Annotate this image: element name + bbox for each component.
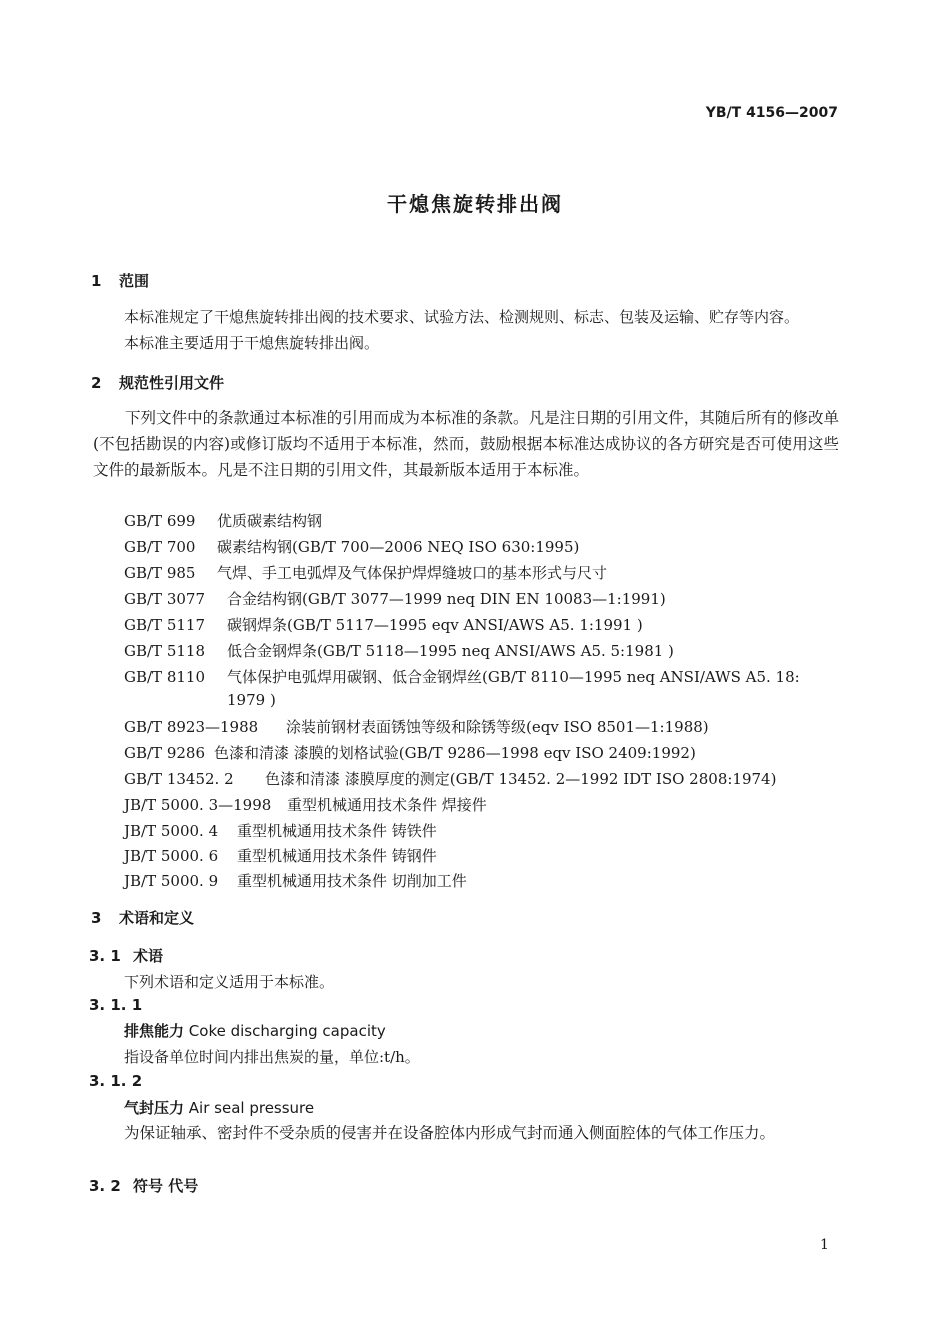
reference-code: GB/T 8110 <box>124 668 206 686</box>
reference-item <box>124 614 643 635</box>
section-number: 3 <box>91 909 102 927</box>
normative-references-paragraph: 下列文件中的条款通过本标准的引用而成为本标准的条款。凡是注日期的引用文件，其随后所有的修改单(不包括勘误的内容)或修订版均不适用于本标准，然而，鼓励根据本标准达成协议的各方研究是否可使用这些文件的最新版本。凡是不注日期的引用文件，其最新版本适用于本标准。 <box>93 409 839 479</box>
reference-code: JB/T 5000. 6 <box>124 847 219 865</box>
section-title: 规范性引用文件 <box>119 374 225 392</box>
reference-item <box>124 536 579 557</box>
term-english: Coke discharging capacity <box>188 1022 386 1040</box>
term-definition: 指设备单位时间内排出焦炭的量，单位:t/h。 <box>124 1048 420 1066</box>
document-code: YB/T 4156—2007 <box>705 105 838 121</box>
term-3-1-1 <box>124 1020 386 1041</box>
section-3-heading <box>91 907 194 928</box>
page-number: 1 <box>820 1237 829 1253</box>
reference-code: JB/T 5000. 9 <box>124 872 219 890</box>
subsection-text: 下列术语和定义适用于本标准。 <box>124 973 335 991</box>
reference-code: GB/T 700 <box>124 538 196 556</box>
reference-title: 合金结构钢(GB/T 3077—1999 neq DIN EN 10083—1:1991) <box>227 590 666 608</box>
term-definition: 为保证轴承、密封件不受杂质的侵害并在设备腔体内形成气封而通入侧面腔体的气体工作压力。 <box>124 1124 776 1142</box>
reference-title: 重型机械通用技术条件 铸铁件 <box>237 822 437 840</box>
reference-item <box>124 768 776 789</box>
reference-title: 重型机械通用技术条件 切削加工件 <box>237 872 467 890</box>
reference-code: GB/T 5118 <box>124 642 206 660</box>
section-1-heading <box>91 270 149 291</box>
reference-code: GB/T 985 <box>124 564 196 582</box>
reference-item <box>124 666 800 687</box>
reference-item <box>124 588 666 609</box>
reference-code: GB/T 699 <box>124 512 196 530</box>
reference-item <box>124 870 467 891</box>
reference-title: 重型机械通用技术条件 焊接件 <box>287 796 487 814</box>
reference-item <box>124 794 487 815</box>
section-number: 2 <box>91 374 102 392</box>
reference-code: GB/T 3077 <box>124 590 206 608</box>
page-title: 干熄焦旋转排出阀 <box>387 192 563 216</box>
reference-title: 碳素结构钢(GB/T 700—2006 NEQ ISO 630:1995) <box>217 538 580 556</box>
subsection-number: 3. 1 <box>89 947 121 965</box>
section-2-heading <box>91 372 224 393</box>
subsection-3-2-heading <box>89 1175 198 1196</box>
reference-code: GB/T 13452. 2 <box>124 770 234 788</box>
reference-continuation: 1979 ) <box>227 691 276 709</box>
reference-title: 优质碳素结构钢 <box>217 512 323 530</box>
reference-code: GB/T 8923—1988 <box>124 718 259 736</box>
term-chinese: 排焦能力 <box>124 1022 185 1040</box>
reference-code: GB/T 5117 <box>124 616 206 634</box>
paragraph-line: 本标准主要适用于干熄焦旋转排出阀。 <box>124 334 380 352</box>
reference-item <box>124 820 437 841</box>
reference-code: JB/T 5000. 4 <box>124 822 219 840</box>
reference-item <box>124 510 322 531</box>
reference-item <box>124 640 674 661</box>
clause-3-1-2-number: 3. 1. 2 <box>89 1072 143 1090</box>
reference-item <box>124 716 709 737</box>
reference-code: JB/T 5000. 3—1998 <box>124 796 272 814</box>
reference-title: 碳钢焊条(GB/T 5117—1995 eqv ANSI/AWS A5. 1:1991 ) <box>227 616 643 634</box>
reference-title: 色漆和清漆 漆膜厚度的测定(GB/T 13452. 2—1992 IDT ISO 2808:1974) <box>265 770 777 788</box>
reference-title: 色漆和清漆 漆膜的划格试验(GB/T 9286—1998 eqv ISO 2409:1992) <box>214 744 696 762</box>
subsection-number: 3. 2 <box>89 1177 121 1195</box>
section-title: 范围 <box>119 272 150 290</box>
reference-item <box>124 562 607 583</box>
clause-3-1-1-number: 3. 1. 1 <box>89 996 143 1014</box>
reference-title: 气焊、手工电弧焊及气体保护焊焊缝坡口的基本形式与尺寸 <box>217 564 608 582</box>
section-title: 术语和定义 <box>119 909 195 927</box>
term-3-1-2 <box>124 1097 314 1118</box>
reference-title: 气体保护电弧焊用碳钢、低合金钢焊丝(GB/T 8110—1995 neq ANSI/AWS A5. 18: <box>227 668 800 686</box>
reference-title: 涂装前钢材表面锈蚀等级和除锈等级(eqv ISO 8501—1:1988) <box>286 718 709 736</box>
paragraph-line: 本标准规定了干熄焦旋转排出阀的技术要求、试验方法、检测规则、标志、包装及运输、贮存等内容。 <box>124 308 800 326</box>
section-number: 1 <box>91 272 102 290</box>
reference-title: 低合金钢焊条(GB/T 5118—1995 neq ANSI/AWS A5. 5:1981 ) <box>227 642 674 660</box>
term-chinese: 气封压力 <box>124 1099 185 1117</box>
reference-item <box>124 845 437 866</box>
subsection-3-1-heading <box>89 945 163 966</box>
reference-title: 重型机械通用技术条件 铸钢件 <box>237 847 437 865</box>
subsection-title: 符号 代号 <box>133 1177 199 1195</box>
reference-code: GB/T 9286 <box>124 744 206 762</box>
subsection-title: 术语 <box>133 947 164 965</box>
reference-item <box>124 742 696 763</box>
term-english: Air seal pressure <box>188 1099 315 1117</box>
